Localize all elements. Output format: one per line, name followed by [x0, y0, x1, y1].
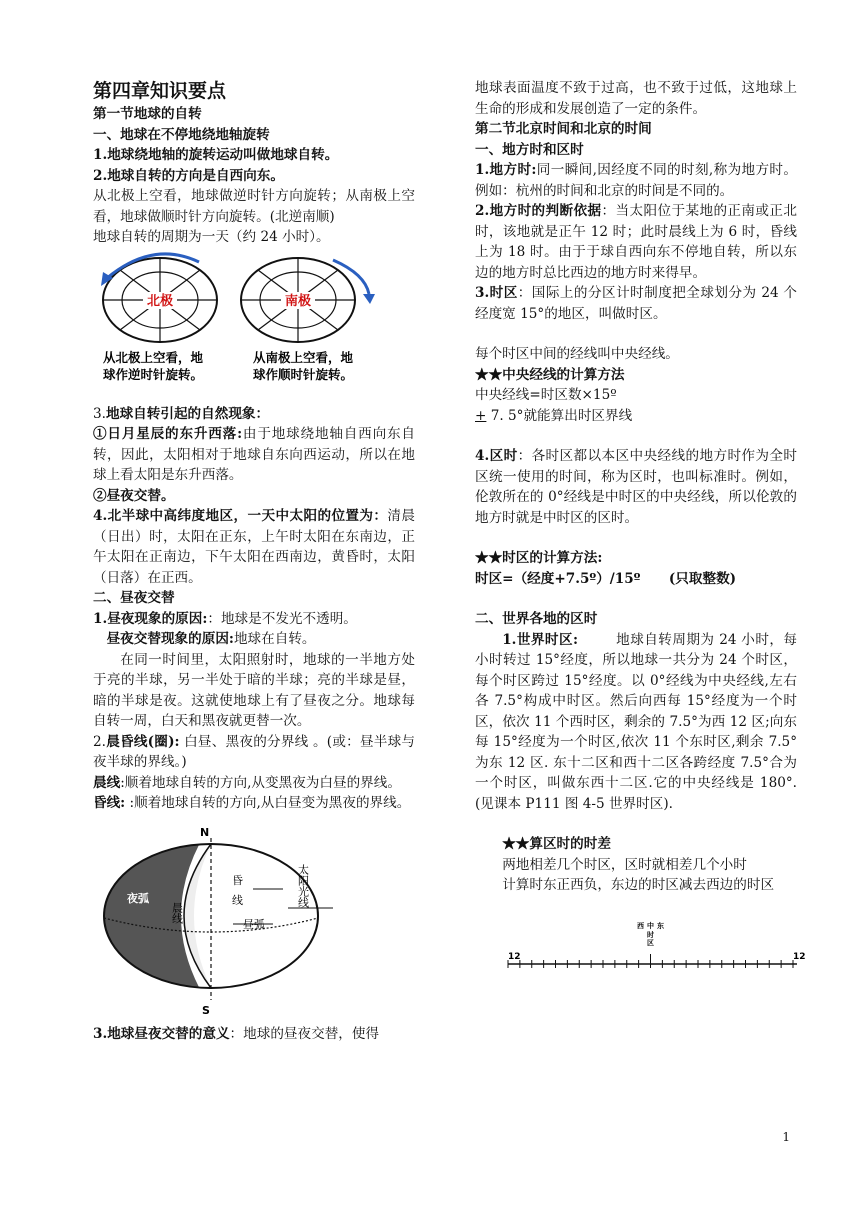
paragraph: [475, 160, 797, 201]
sun-rays-label: 太阳光线: [296, 863, 310, 908]
north-caption-line2: 球作逆时针旋转。: [103, 366, 204, 382]
bold-text: 昏线:: [93, 795, 126, 811]
paragraph: 1.地球绕地轴的旋转运动叫做地球自转。: [93, 147, 339, 163]
spacer: [475, 426, 797, 446]
south-caption-line1: 从南极上空看，地: [253, 349, 354, 365]
paragraph: [93, 424, 415, 486]
north-pole-label: 北极: [146, 293, 174, 309]
paragraph: 地球表面温度不致于过高，也不致于过低，这地球上生命的形成和发展创造了一定的条件。: [475, 80, 797, 117]
heading: ★★时区的计算方法:: [475, 550, 603, 566]
north-caption-line1: 从北极上空看，地: [103, 349, 204, 365]
paragraph: [93, 793, 415, 814]
bold-text: 1.昼夜现象的原因:: [93, 610, 208, 627]
text: 白昼、黑夜的分界线 。(或：昼半球与夜半球的界线。): [93, 733, 415, 770]
paragraph: [475, 283, 797, 324]
num: 2.: [93, 733, 106, 750]
bold-text: 4.北半球中高纬度地区，一天中太阳的位置为：: [93, 508, 388, 524]
text: 由于地球绕地轴自西向东自转，因此，太阳相对于地球自东向西运动，所以在地球上看太阳是东升西落。: [93, 426, 416, 483]
text: 7. 5°就能算出时区界线: [486, 407, 633, 424]
paragraph: [93, 1024, 415, 1045]
south-caption-line2: 球作顺时针旋转。: [253, 366, 354, 382]
left-column: [93, 78, 415, 1044]
center-label: 中: [647, 921, 654, 930]
right-column: [475, 78, 806, 984]
south-pole-label: 南极: [284, 293, 312, 309]
dusk-line-label-1: 昏: [232, 873, 243, 887]
text: :顺着地球自转的方向,从白昼变为黑夜的界线。: [125, 795, 411, 811]
plus-minus-sign: +: [475, 407, 487, 424]
paragraph: 在同一时间里，太阳照射时，地球的一半地方处于亮的半球，另一半处于暗的半球；亮的半球是昼，暗的半球是夜。这就使地球上有了昼夜之分。地球每自转一周，白天和黑夜就更替一次。: [93, 651, 415, 729]
paragraph: 两地相差几个时区，区时就相差几个小时: [502, 856, 747, 873]
spacer: [475, 324, 797, 344]
bold-text: 2.地方时的判断依据: [475, 203, 602, 219]
text: 同一瞬间,因经度不同的时刻,称为地方时。例如：杭州的时间和北京的时间是不同的。: [475, 162, 797, 199]
west-label: 西: [637, 921, 644, 930]
formula: 时区=（经度+7.5º）/15º (只取整数): [475, 570, 737, 587]
bold-text: 1.世界时区:: [502, 631, 579, 648]
spacer: [475, 528, 797, 548]
paragraph: 中央经线=时区数×15º: [475, 387, 617, 403]
zone-label-2: 区: [647, 938, 654, 947]
bold-text: 3.时区: [475, 285, 518, 301]
paragraph: [475, 406, 797, 427]
bold-text: ①日月星辰的东升西落:: [93, 426, 243, 442]
spacer: [475, 814, 797, 834]
dawn-line-label: 晨线: [170, 901, 184, 924]
text: ：国际上的分区计时制度把全球划分为 24 个经度宽 15°的地区，叫做时区。: [475, 285, 797, 322]
text: 清晨（日出）时，太阳在正东，上午时太阳在东南边，正午太阳在正南边，下午太阳在西南边，黄昏时，太阳（日落）在正西。: [93, 508, 415, 586]
chapter-title: 第四章知识要点: [93, 80, 227, 102]
page-number: 1: [782, 1130, 790, 1144]
bold-text: 晨昏线(圈):: [105, 733, 180, 750]
paragraph: [475, 201, 797, 283]
night-arc-label: 夜弧: [127, 891, 149, 905]
bold-text: 地球自转引起的自然现象：: [105, 405, 270, 422]
paragraph: [93, 629, 415, 650]
text: ：地球的昼夜交替，使得: [229, 1025, 380, 1042]
paragraph: 2.地球自转的方向是自西向东。: [93, 167, 284, 184]
bold-text: 1.地方时:: [475, 162, 537, 178]
rotation-diagram: [93, 254, 415, 404]
paragraph: [93, 732, 415, 773]
section-title: 第一节地球的自转: [93, 106, 202, 122]
bold-text: 4.区时: [475, 448, 518, 464]
east-label: 东: [657, 921, 664, 930]
day-night-diagram: [93, 824, 415, 1016]
paragraph: 计算时东正西负，东边的时区减去西边的时区: [502, 877, 775, 893]
north-label: N: [200, 825, 210, 839]
zone-label-1: 时: [647, 930, 654, 939]
text: 地球在自转。: [233, 631, 316, 647]
paragraph: [93, 506, 415, 588]
bold-text: 晨线: [93, 774, 121, 791]
text: 地球自转周期为 24 小时，每小时转过 15°经度，所以地球一共分为 24 个时区，每个时区跨过 15°经度。以 0°经线为中央经线,左右各 7.5°构成中时区。然后向西每 15°经度为一个时区，依次 11 个西时区，剩余的 7.5°为西 12 区;向东每 15°经度为一个时区,依次 11 个东时区,剩余 7.5°为东 12 区. 东十二区和西十二区各跨经度 7.5°合为一个时区，叫做东西十二区.它的中央经线是 180°.(见课本 P111 图 4-5 世界时区).: [475, 631, 797, 812]
paragraph: [93, 773, 415, 794]
bold-text: 昼夜交替现象的原因:: [106, 631, 234, 647]
heading: 一、地球在不停地绕地轴旋转: [93, 126, 270, 143]
spacer: [475, 589, 797, 609]
dusk-line-label-2: 线: [232, 893, 243, 907]
paragraph: 地球自转的周期为一天（约 24 小时）。: [93, 229, 330, 245]
day-night-figure: [93, 824, 415, 1016]
text: ：地球是不发光不透明。: [207, 610, 357, 627]
paragraph: [93, 404, 415, 425]
paragraph: [93, 609, 415, 630]
heading: ★★中央经线的计算方法: [475, 366, 625, 383]
timezone-ruler: [475, 914, 806, 984]
paragraph: [475, 630, 797, 815]
rotation-figure: [93, 254, 415, 404]
right-12-label: 12: [793, 951, 806, 962]
section-title: 第二节北京时间和北京的时间: [475, 121, 652, 137]
left-12-label: 12: [508, 951, 521, 962]
paragraph: [475, 446, 797, 528]
heading: 二、昼夜交替: [93, 590, 175, 606]
heading: 二、世界各地的区时: [475, 611, 598, 627]
text: ：当太阳位于某地的正南或正北时，该地就是正午 12 时；此时晨线上为 6 时，昏线上为 18 时。由于于球自西向东不停地自转，所以东边的地方时总比西边的地方时来得早。: [475, 203, 797, 281]
paragraph: 每个时区中间的经线叫中央经线。: [475, 346, 679, 362]
num: 3.: [93, 405, 106, 422]
text: :顺着地球自转的方向,从变黑夜为白昼的界线。: [120, 774, 401, 791]
heading: 一、地方时和区时: [475, 141, 584, 158]
day-arc-label: 昼弧: [243, 917, 265, 931]
heading: ★★算区时的时差: [502, 836, 611, 852]
south-label: S: [202, 1003, 210, 1017]
timezone-figure: [475, 914, 806, 984]
paragraph: 从北极上空看，地球做逆时针方向旋转；从南极上空看，地球做顺时针方向旋转。(北逆南顺): [93, 188, 415, 225]
bold-text: 3.地球昼夜交替的意义: [93, 1025, 230, 1042]
paragraph: ②昼夜交替。: [93, 487, 175, 504]
text: ：各时区都以本区中央经线的地方时作为全时区统一使用的时间，称为区时，也叫标准时。例如，伦敦所在的 0°经线是中时区的中央经线，所以伦敦的地方时就是中时区的区时。: [475, 448, 797, 526]
